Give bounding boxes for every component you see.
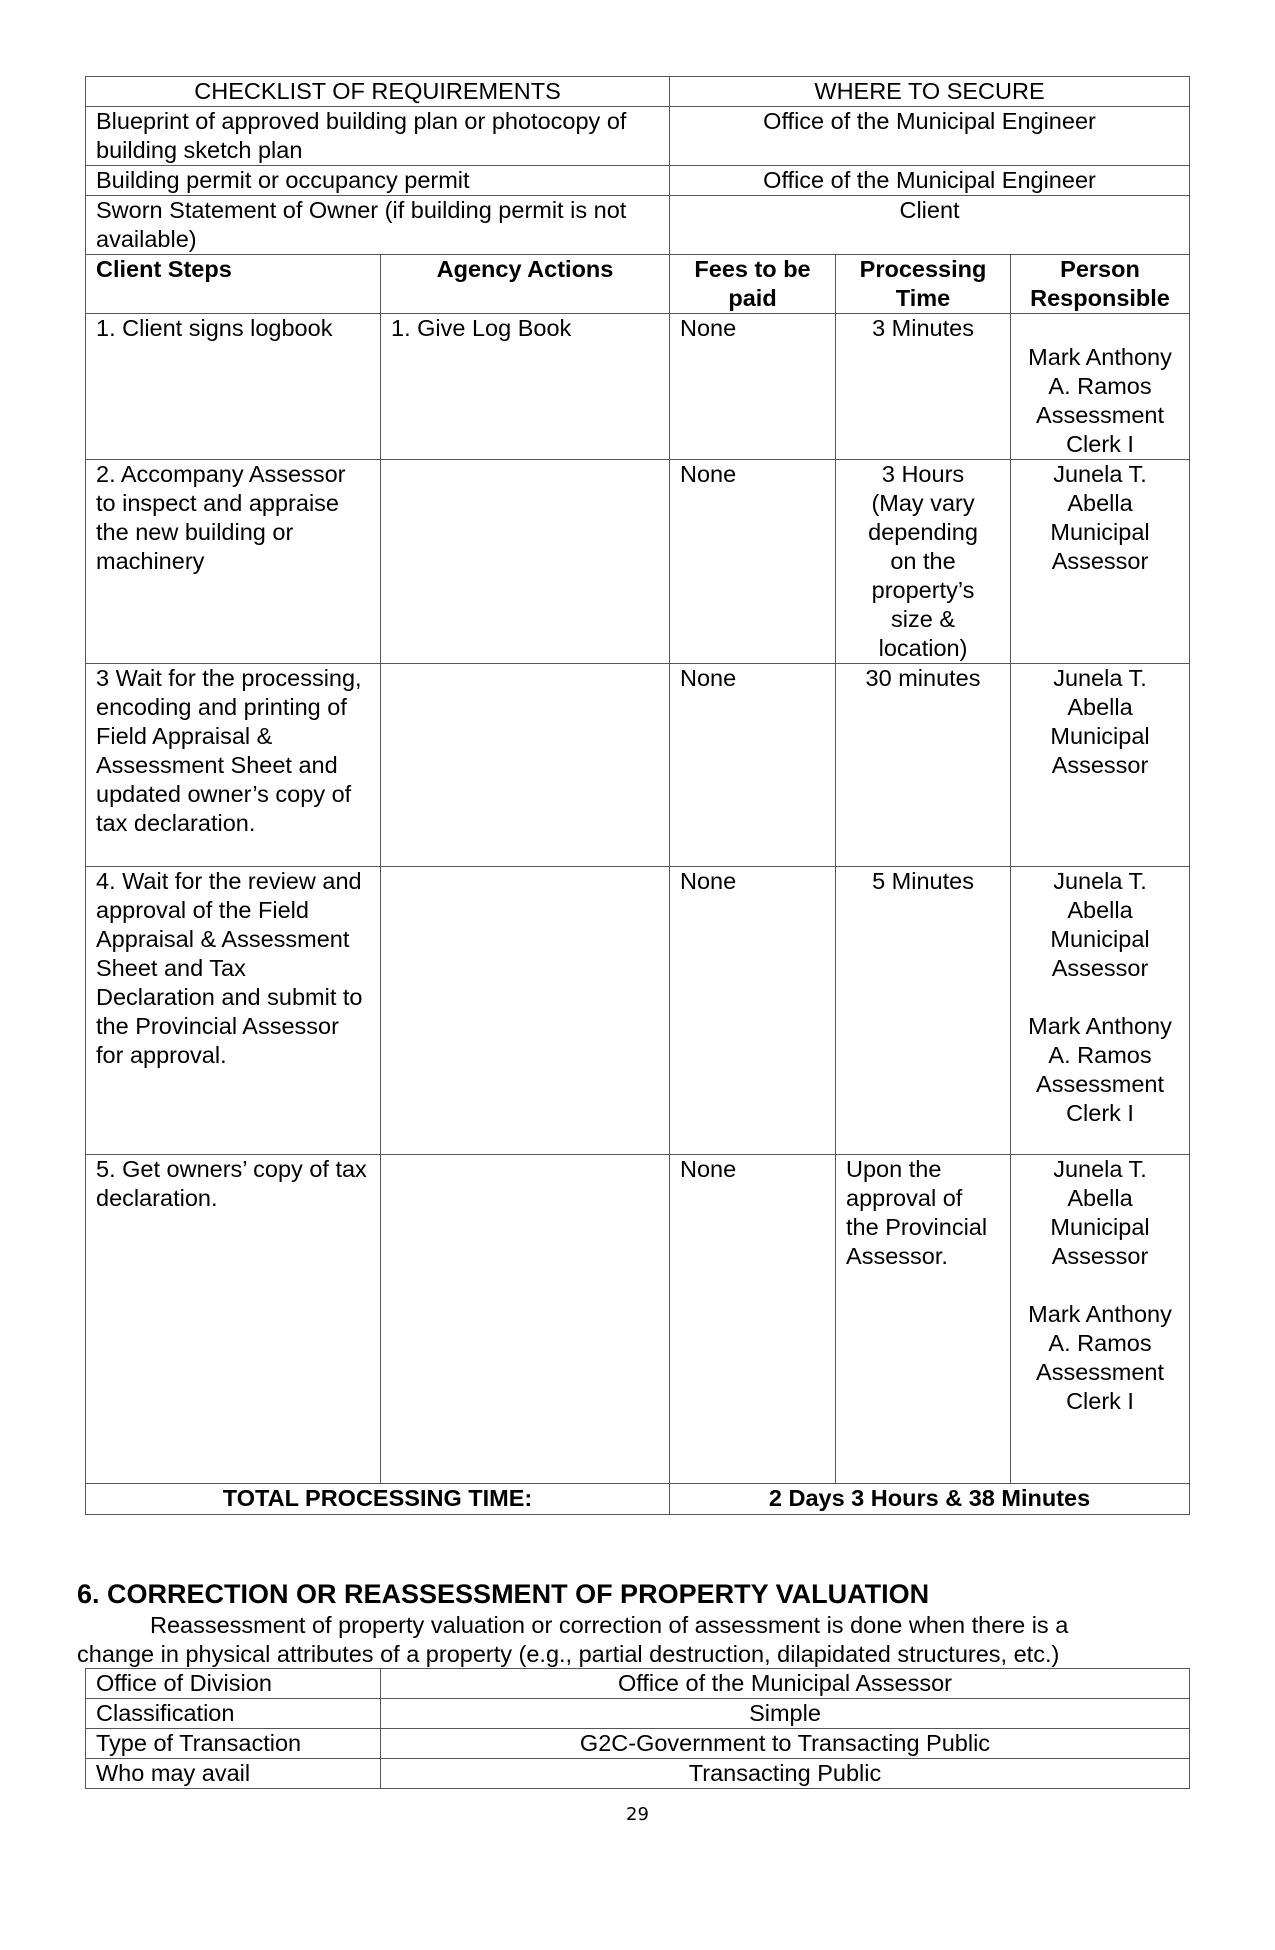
description-line-1: Reassessment of property valuation or correction of assessment is done when there is a (150, 1612, 1069, 1638)
steps-header-row (86, 255, 1190, 314)
agency-action: 1. Give Log Book (381, 314, 670, 460)
info-row (86, 1759, 1190, 1789)
fees-header: Fees to be paid (670, 255, 836, 314)
fee: None (670, 460, 836, 664)
person-responsible: Junela T. Abella Municipal Assessor (1011, 460, 1190, 664)
person-responsible: Mark Anthony A. Ramos Assessment Clerk I (1011, 314, 1190, 460)
client-step: 5. Get owners’ copy of tax declaration. (86, 1155, 381, 1484)
requirement-source: Client (670, 196, 1190, 255)
info-row (86, 1669, 1190, 1699)
info-label: Type of Transaction (86, 1729, 381, 1759)
where-to-secure-header: WHERE TO SECURE (670, 77, 1190, 107)
fee: None (670, 867, 836, 1155)
requirement-item: Building permit or occupancy permit (86, 166, 670, 196)
fee: None (670, 314, 836, 460)
agency-action (381, 1155, 670, 1484)
info-row (86, 1729, 1190, 1759)
service-info-table (85, 1668, 1190, 1789)
step-row (86, 314, 1190, 460)
requirement-row (86, 107, 1190, 166)
step-row (86, 867, 1190, 1155)
client-steps-header: Client Steps (86, 255, 381, 314)
requirement-source: Office of the Municipal Engineer (670, 107, 1190, 166)
person-responsible: Junela T. Abella Municipal Assessor Mark Anthony A. Ramos Assessment Clerk I (1011, 1155, 1190, 1484)
step-row (86, 664, 1190, 867)
fee: None (670, 664, 836, 867)
processing-time: 3 Hours (May vary depending on the property’s size & location) (836, 460, 1011, 664)
person-responsible-header: Person Responsible (1011, 255, 1190, 314)
total-processing-time-label: TOTAL PROCESSING TIME: (86, 1484, 670, 1515)
processing-time: 30 minutes (836, 664, 1011, 867)
step-row (86, 1155, 1190, 1484)
total-processing-time-value: 2 Days 3 Hours & 38 Minutes (670, 1484, 1190, 1515)
client-step: 2. Accompany Assessor to inspect and appraise the new building or machinery (86, 460, 381, 664)
total-row (86, 1484, 1190, 1515)
info-value: Office of the Municipal Assessor (381, 1669, 1190, 1699)
requirements-and-steps-table (85, 76, 1190, 1515)
client-step: 3 Wait for the processing, encoding and printing of Field Appraisal & Assessment Sheet and updated owner’s copy of tax declaration. (86, 664, 381, 867)
processing-time-header: Processing Time (836, 255, 1011, 314)
info-label: Classification (86, 1699, 381, 1729)
description-line-2: change in physical attributes of a property (e.g., partial destruction, dilapidated structures, etc.) (77, 1641, 1060, 1667)
person-responsible: Junela T. Abella Municipal Assessor Mark Anthony A. Ramos Assessment Clerk I (1011, 867, 1190, 1155)
checklist-header: CHECKLIST OF REQUIREMENTS (86, 77, 670, 107)
info-label: Who may avail (86, 1759, 381, 1789)
requirement-item: Blueprint of approved building plan or photocopy of building sketch plan (86, 107, 670, 166)
agency-action (381, 664, 670, 867)
processing-time: Upon the approval of the Provincial Assessor. (836, 1155, 1011, 1484)
info-value: Transacting Public (381, 1759, 1190, 1789)
step-row (86, 460, 1190, 664)
section-description (77, 1611, 1192, 1669)
client-step: 4. Wait for the review and approval of the Field Appraisal & Assessment Sheet and Tax Declaration and submit to the Provincial Assessor for approval. (86, 867, 381, 1155)
client-step: 1. Client signs logbook (86, 314, 381, 460)
info-label: Office of Division (86, 1669, 381, 1699)
requirement-item: Sworn Statement of Owner (if building permit is not available) (86, 196, 670, 255)
info-value: Simple (381, 1699, 1190, 1729)
processing-time: 3 Minutes (836, 314, 1011, 460)
processing-time: 5 Minutes (836, 867, 1011, 1155)
requirements-header-row (86, 77, 1190, 107)
agency-actions-header: Agency Actions (381, 255, 670, 314)
requirement-row (86, 166, 1190, 196)
section-heading: 6. CORRECTION OR REASSESSMENT OF PROPERTY VALUATION (77, 1579, 930, 1609)
agency-action (381, 867, 670, 1155)
requirement-source: Office of the Municipal Engineer (670, 166, 1190, 196)
page-number: 29 (626, 1804, 649, 1825)
requirement-row (86, 196, 1190, 255)
info-row (86, 1699, 1190, 1729)
person-responsible: Junela T. Abella Municipal Assessor (1011, 664, 1190, 867)
agency-action (381, 460, 670, 664)
info-value: G2C-Government to Transacting Public (381, 1729, 1190, 1759)
fee: None (670, 1155, 836, 1484)
